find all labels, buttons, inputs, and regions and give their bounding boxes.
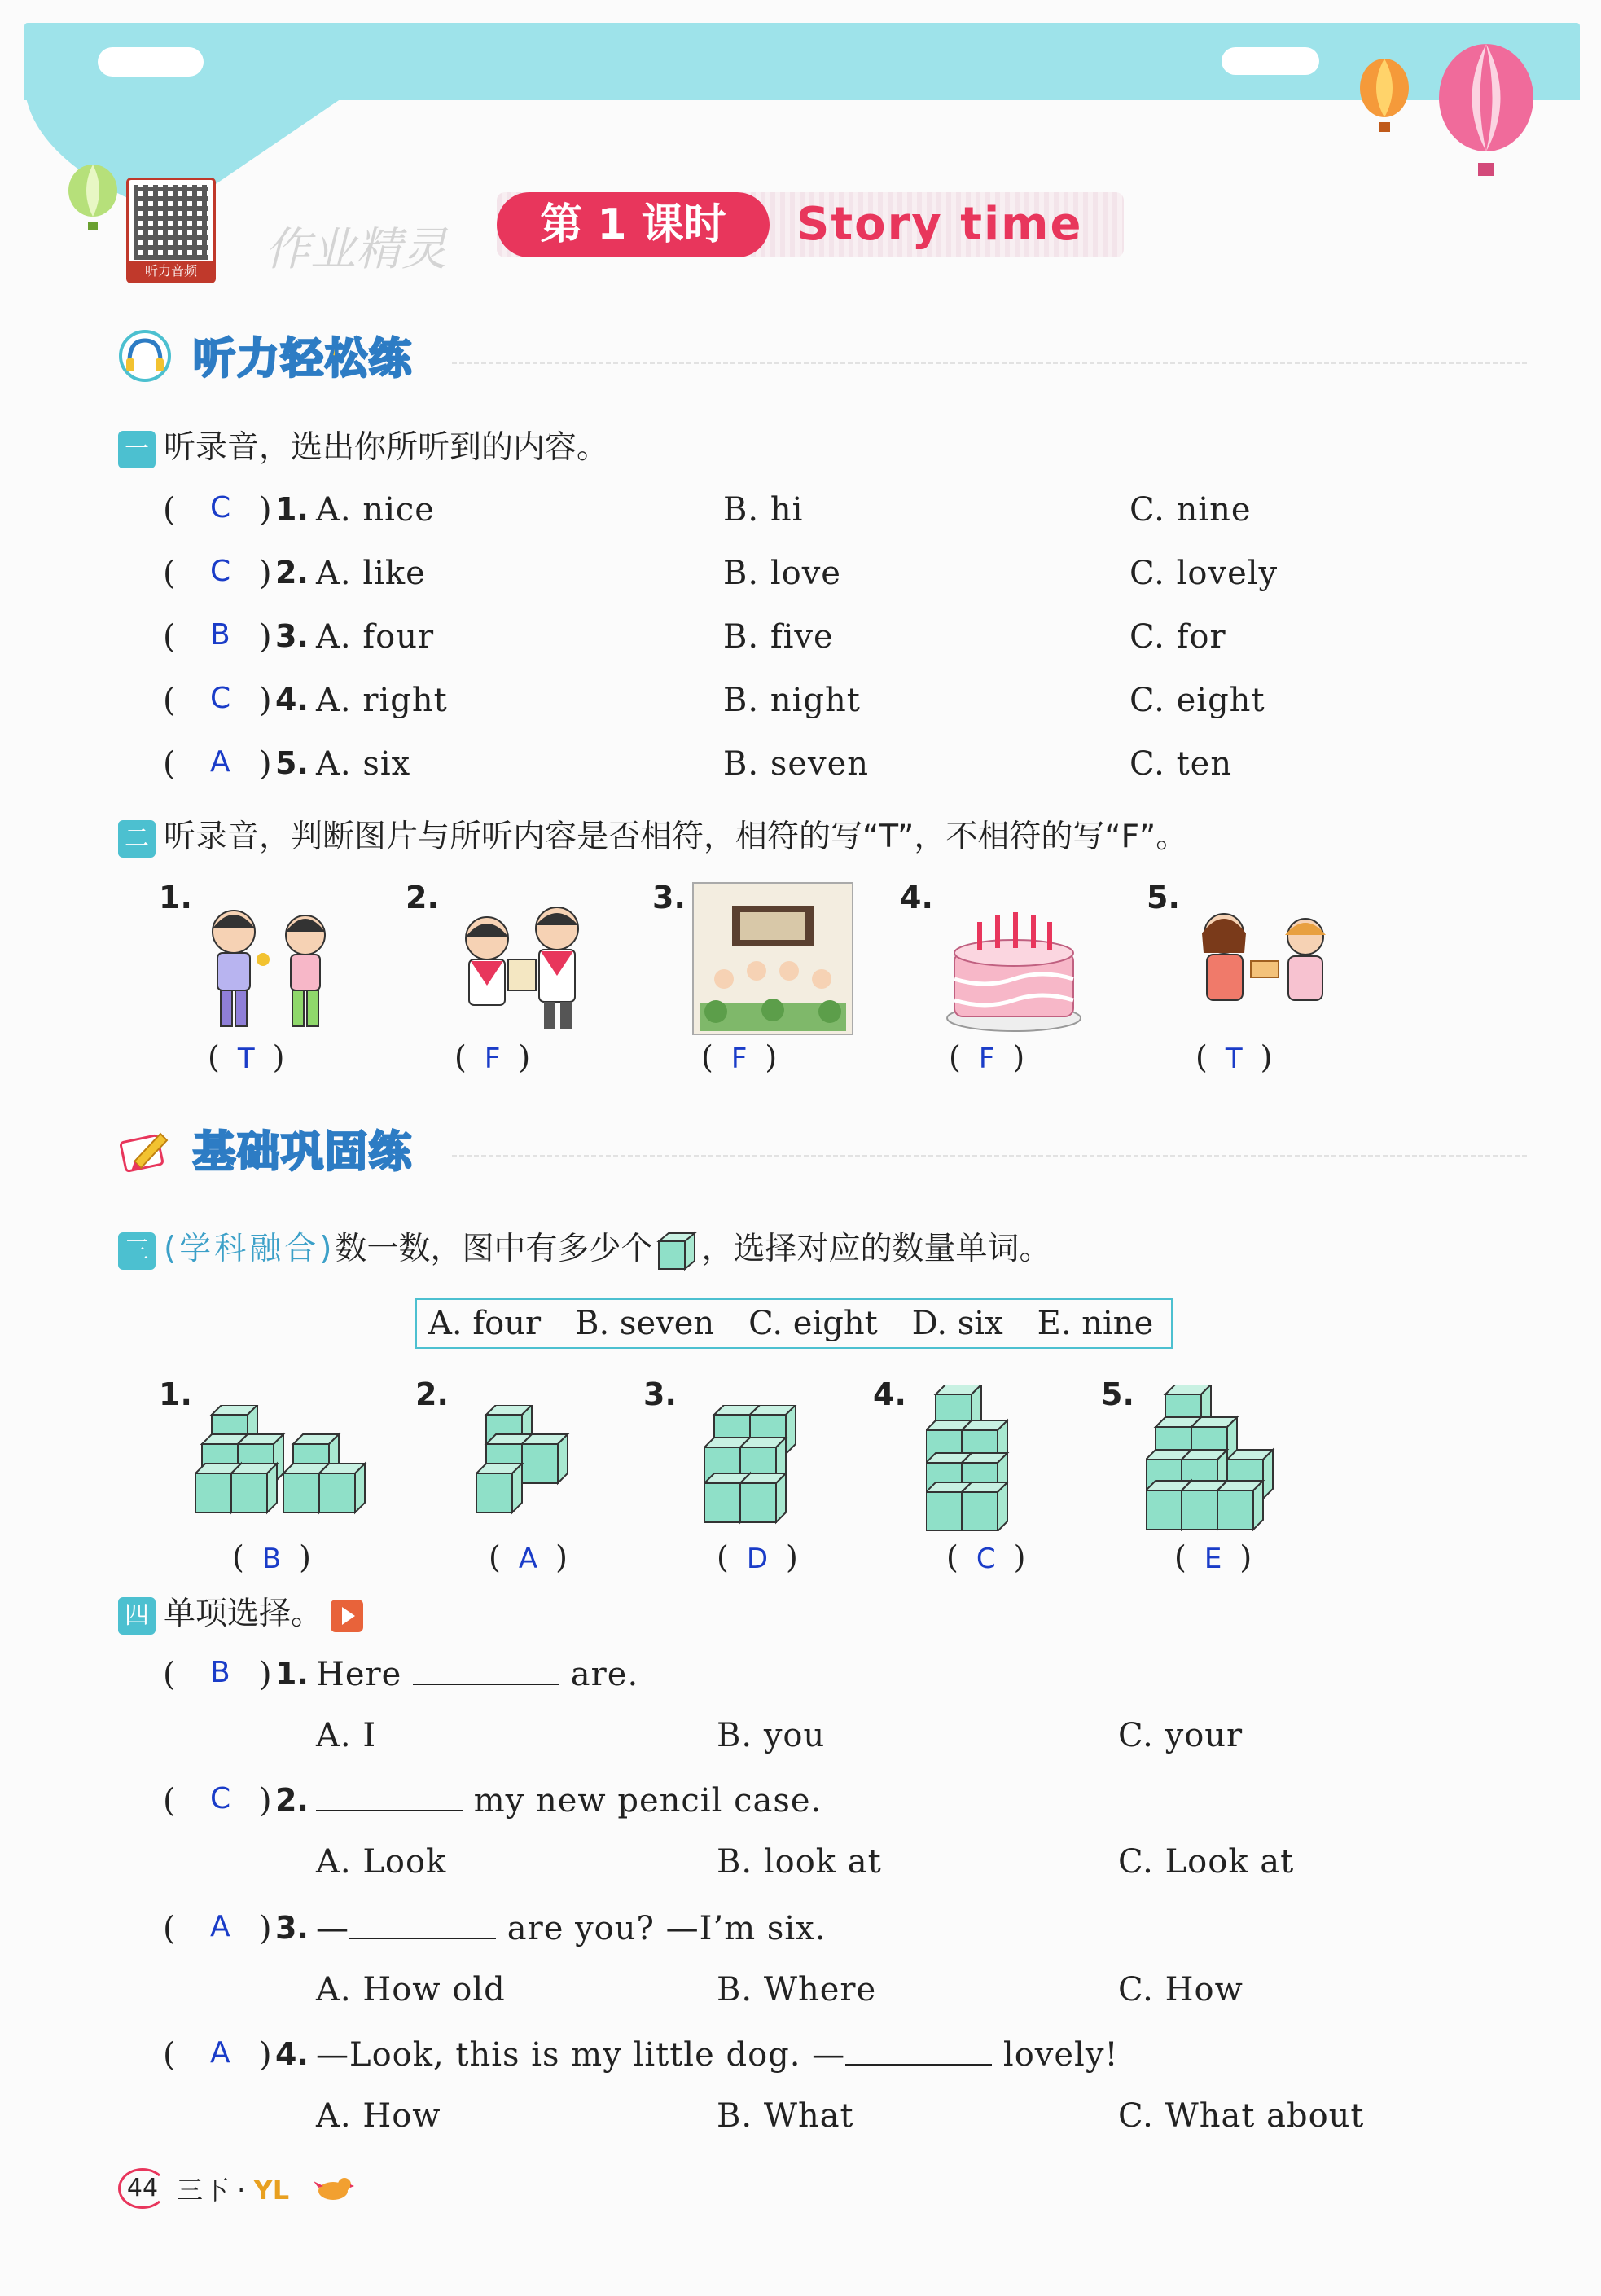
word-option[interactable]: D. six bbox=[911, 1305, 1003, 1342]
answer-blank[interactable] bbox=[349, 1910, 496, 1939]
balloon-icon bbox=[64, 163, 122, 236]
page-number: 44 bbox=[118, 2168, 167, 2209]
question-instruction: 听录音，选出你所听到的内容。 bbox=[164, 429, 609, 466]
answer[interactable]: F bbox=[978, 1043, 995, 1075]
cube-item: 5. ( E ) bbox=[1101, 1376, 1313, 1588]
answer-slot: ( F ) bbox=[949, 1039, 1025, 1075]
bird-icon bbox=[314, 2171, 354, 2204]
answer[interactable]: B bbox=[210, 618, 230, 652]
picture-item: 4. ( F ) bbox=[900, 880, 1103, 1083]
option-b[interactable]: B. What bbox=[717, 2097, 854, 2135]
option-b[interactable]: B. look at bbox=[717, 1843, 882, 1881]
answer-slot: ( B ) bbox=[232, 1539, 311, 1575]
question-4-heading bbox=[118, 1588, 363, 1635]
headphones-icon bbox=[118, 329, 172, 383]
answer-slot: ( F ) bbox=[454, 1039, 531, 1075]
cube-item: 1. ( B ) bbox=[159, 1376, 371, 1588]
picture-item: 1. ( T ) bbox=[159, 880, 362, 1083]
cloud-decoration bbox=[98, 47, 204, 77]
children-holding-shirt-picture bbox=[438, 896, 601, 1034]
picture-item: 2. ( F ) bbox=[406, 880, 609, 1083]
answer[interactable]: C bbox=[210, 682, 231, 715]
answer-slot: ( D ) bbox=[717, 1539, 798, 1575]
answer-slot: ( A ) bbox=[489, 1539, 568, 1575]
option-c[interactable]: C. your bbox=[1118, 1717, 1244, 1754]
balloon-icon bbox=[1433, 41, 1539, 179]
qr-pattern bbox=[134, 185, 208, 260]
option-a[interactable]: A. Look bbox=[316, 1843, 447, 1881]
option-b[interactable]: B. love bbox=[723, 555, 841, 592]
section-title: 听力轻松练 bbox=[193, 335, 414, 384]
option-a[interactable]: A. How bbox=[316, 2097, 441, 2135]
qr-label: 听力音频 bbox=[129, 261, 213, 281]
subject-tag: (学科融合) bbox=[164, 1231, 336, 1267]
option-b[interactable]: B. five bbox=[723, 618, 834, 656]
option-a[interactable]: A. six bbox=[316, 745, 411, 783]
cube-item: 3. ( D ) bbox=[643, 1376, 855, 1588]
children-with-bird-picture bbox=[191, 896, 346, 1034]
word-bank bbox=[415, 1298, 1173, 1349]
answer[interactable]: B bbox=[261, 1543, 282, 1575]
answer[interactable]: A bbox=[210, 745, 230, 779]
answer-blank[interactable] bbox=[413, 1656, 559, 1685]
cube-stack-figure bbox=[704, 1405, 818, 1527]
option-a[interactable]: A. four bbox=[316, 618, 435, 656]
option-b[interactable]: B. you bbox=[717, 1717, 826, 1754]
picture-item: 3. ( F ) bbox=[652, 880, 856, 1083]
answer-blank[interactable] bbox=[316, 1782, 463, 1811]
grade-label: 三下 · YL bbox=[177, 2175, 290, 2206]
lesson-number: 第 1 课时 bbox=[497, 192, 770, 257]
answer-slot: ( C ) bbox=[946, 1539, 1026, 1575]
cube-stack-figure bbox=[926, 1385, 1040, 1531]
question-badge: 二 bbox=[118, 820, 156, 858]
balloon-icon bbox=[1356, 57, 1413, 134]
answer-blank[interactable] bbox=[845, 2036, 992, 2066]
cube-icon bbox=[656, 1230, 698, 1272]
option-c[interactable]: C. nine bbox=[1129, 491, 1252, 529]
question-stem: —Look, this is my little dog. — lovely! bbox=[316, 2036, 1119, 2074]
answer[interactable]: A bbox=[210, 1910, 230, 1943]
option-c[interactable]: C. How bbox=[1118, 1971, 1244, 2008]
question-instruction: ，选择对应的数量单词。 bbox=[701, 1231, 1051, 1267]
answer[interactable]: A bbox=[518, 1543, 538, 1575]
option-b[interactable]: B. seven bbox=[723, 745, 870, 783]
question-instruction: 数一数，图中有多少个 bbox=[335, 1231, 653, 1267]
answer-slot: ( E ) bbox=[1174, 1539, 1252, 1575]
option-c[interactable]: C. for bbox=[1129, 618, 1226, 656]
question-instruction: 单项选择。 bbox=[164, 1596, 323, 1632]
answer[interactable]: C bbox=[210, 1782, 231, 1815]
birthday-cake-picture bbox=[945, 904, 1083, 1034]
answer[interactable]: C bbox=[210, 491, 231, 525]
question-badge: 四 bbox=[118, 1597, 156, 1635]
girls-with-cake-picture bbox=[1187, 904, 1342, 1026]
option-a[interactable]: A. nice bbox=[316, 491, 435, 529]
answer[interactable]: A bbox=[210, 2036, 230, 2070]
option-b[interactable]: B. night bbox=[723, 682, 861, 719]
answer[interactable]: C bbox=[976, 1543, 996, 1575]
edition-label: YL bbox=[253, 2175, 290, 2206]
pencil-icon bbox=[118, 1122, 172, 1176]
lesson-title: Story time bbox=[796, 198, 1083, 251]
question-stem: Here are. bbox=[316, 1656, 639, 1693]
question-1-heading bbox=[118, 422, 608, 468]
answer-slot: ( T ) bbox=[208, 1039, 285, 1075]
answer[interactable]: B bbox=[210, 1656, 230, 1689]
option-b[interactable]: B. Where bbox=[717, 1971, 877, 2008]
picture-item: 5. ( T ) bbox=[1147, 880, 1350, 1083]
question-badge: 一 bbox=[118, 431, 156, 468]
qr-code[interactable] bbox=[126, 178, 216, 283]
question-stem: my new pencil case. bbox=[316, 1782, 822, 1820]
answer-slot: ( F ) bbox=[701, 1039, 778, 1075]
answer[interactable]: E bbox=[1204, 1543, 1222, 1575]
section-divider bbox=[452, 1155, 1527, 1157]
word-option[interactable]: E. nine bbox=[1037, 1305, 1154, 1342]
option-b[interactable]: B. hi bbox=[723, 491, 804, 529]
answer[interactable]: T bbox=[237, 1043, 255, 1075]
question-3-heading bbox=[118, 1223, 1051, 1272]
option-a[interactable]: A. right bbox=[316, 682, 448, 719]
cloud-decoration bbox=[1222, 47, 1319, 75]
question-instruction: 听录音，判断图片与所听内容是否相符，相符的写“T”，不相符的写“F”。 bbox=[164, 819, 1188, 855]
section-divider bbox=[452, 362, 1527, 364]
answer-slot: ( T ) bbox=[1195, 1039, 1273, 1075]
answer[interactable]: F bbox=[730, 1043, 748, 1075]
word-option[interactable]: C. eight bbox=[748, 1305, 878, 1342]
word-option[interactable]: A. four bbox=[428, 1305, 542, 1342]
cube-item: 4. ( C ) bbox=[873, 1376, 1085, 1588]
workbook-page: 听力音频 作业精灵 第 1 课时 Story time 听力轻松练 一 听录音，选出你所听到的内容。 ( C ) 1. A. nice B. hi C. nine ( C ) 2. A. like B. love C. lovely ( B ) 3. A. four B. five C. for ( C ) 4. A. right B. night C. eight ( A ) 5. A. six B. seven C. ten 二 听录音，判断图片与所听内容是否相符，相符的写“T”，不相符的写“F”。 1. ( T ) 2. ( F ) 3. ( F ) 4. ( F ) 5. ( T ) 基础巩固练 三 (学科融合)数一数，图中有多少个 ，选择对应的数量单词。 A. four B. seven C. eight D. six E. nine 1. ( B ) 2. ( A ) 3. ( D ) 4. ( C ) 5. ( E ) 四 单项选择。 ( B ) 1. Here are. A. I B. you C. your ( C ) 2. my new pencil case. A. Look B. look at C. Look at ( A ) 3. — are you? —I’m six. A. How old B. Where C. How ( A ) 4. —Look, this is my little dog. — lovely! A. How B. What C. What about 44 三下 · YL bbox=[0, 0, 1601, 2296]
option-c[interactable]: C. What about bbox=[1118, 2097, 1365, 2135]
cube-stack-figure bbox=[476, 1405, 590, 1519]
answer[interactable]: F bbox=[484, 1043, 501, 1075]
option-c[interactable]: C. Look at bbox=[1118, 1843, 1295, 1881]
option-a[interactable]: A. How old bbox=[316, 1971, 506, 2008]
answer[interactable]: D bbox=[746, 1543, 769, 1575]
answer[interactable]: C bbox=[210, 555, 231, 588]
option-a[interactable]: A. like bbox=[316, 555, 426, 592]
option-c[interactable]: C. lovely bbox=[1129, 555, 1279, 592]
cube-stack-figure bbox=[195, 1405, 391, 1519]
word-option[interactable]: B. seven bbox=[575, 1305, 715, 1342]
option-a[interactable]: A. I bbox=[316, 1717, 377, 1754]
play-icon[interactable] bbox=[331, 1600, 363, 1632]
cube-item: 2. ( A ) bbox=[415, 1376, 627, 1588]
question-2-heading bbox=[118, 811, 1187, 858]
watermark: 作业精灵 bbox=[265, 223, 447, 276]
cube-stack-figure bbox=[1146, 1385, 1309, 1531]
question-badge: 三 bbox=[118, 1232, 156, 1270]
classroom-party-picture bbox=[691, 881, 854, 1036]
section-title: 基础巩固练 bbox=[193, 1128, 414, 1177]
question-stem: — are you? —I’m six. bbox=[316, 1910, 827, 1947]
page-footer bbox=[118, 2165, 362, 2214]
option-c[interactable]: C. eight bbox=[1129, 682, 1265, 719]
answer[interactable]: T bbox=[1225, 1043, 1243, 1075]
option-c[interactable]: C. ten bbox=[1129, 745, 1233, 783]
